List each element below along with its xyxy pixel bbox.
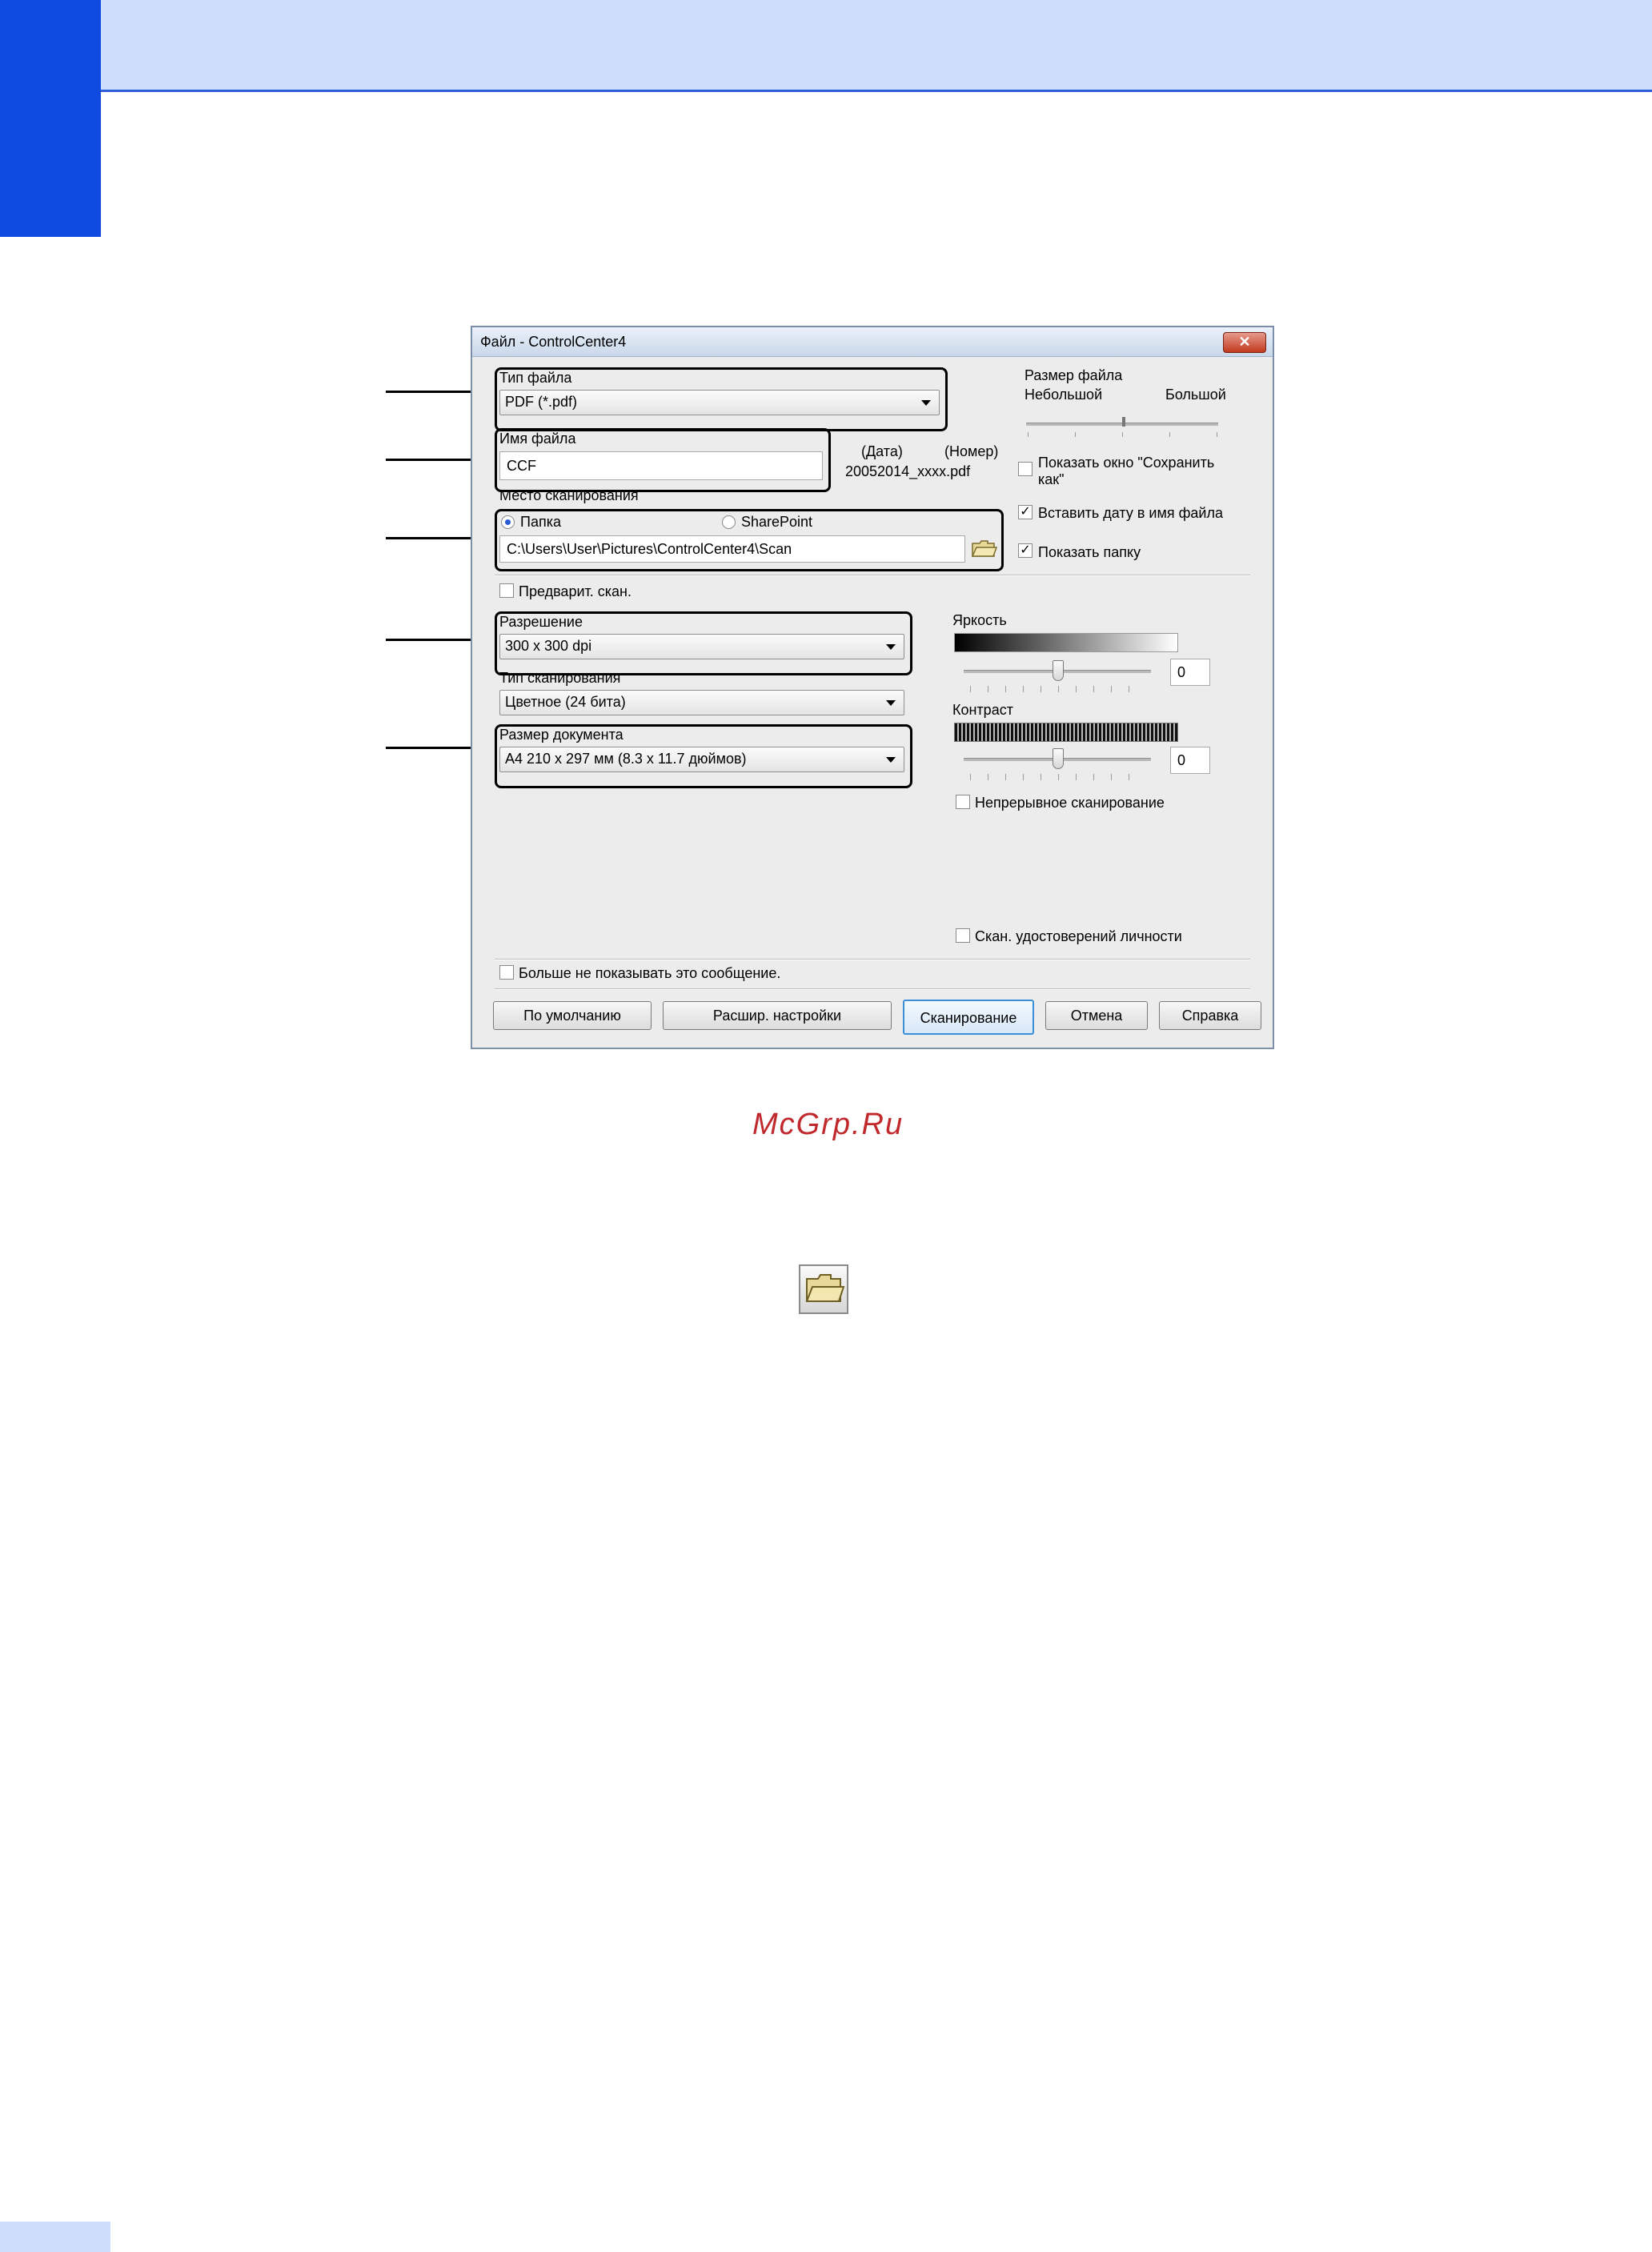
separator-middle <box>495 959 1250 960</box>
folder-icon <box>800 1266 847 1312</box>
file-size-label: Размер файла <box>1024 367 1123 383</box>
show-save-as-label-1: Показать окно "Сохранить <box>1038 455 1215 471</box>
file-type-label: Тип файла <box>499 370 572 386</box>
show-save-as-checkbox[interactable] <box>1018 462 1032 476</box>
prescan-checkbox[interactable] <box>499 583 514 598</box>
id-card-scan-label: Скан. удостоверений личности <box>975 928 1182 944</box>
separator-top <box>495 575 1250 576</box>
dialog-title: Файл - ControlCenter4 <box>480 334 627 350</box>
scan-location-label: Место сканирования <box>499 487 639 503</box>
folder-radio-label: Папка <box>520 514 561 530</box>
prescan-label: Предварит. скан. <box>519 583 632 599</box>
chapter-tab <box>0 0 101 237</box>
contrast-slider-thumb[interactable] <box>1053 748 1064 769</box>
contrast-input[interactable]: 0 <box>1170 747 1210 774</box>
page-footer-tab <box>0 2222 110 2252</box>
chevron-down-icon <box>921 400 931 406</box>
chevron-down-icon <box>886 700 896 706</box>
file-size-ticks <box>1028 432 1220 437</box>
file-size-large-label: Большой <box>1165 387 1226 403</box>
file-name-example: 20052014_xxxx.pdf <box>845 463 971 479</box>
folder-icon <box>970 537 997 561</box>
document-size-label: Размер документа <box>499 727 624 743</box>
controlcenter4-file-dialog <box>471 326 1274 1049</box>
cancel-button[interactable]: Отмена <box>1045 1001 1148 1030</box>
chevron-down-icon <box>886 644 896 650</box>
chevron-down-icon <box>886 757 896 763</box>
scan-type-value: Цветное (24 бита) <box>505 694 626 710</box>
scan-button[interactable]: Сканирование <box>903 1000 1034 1035</box>
file-size-small-label: Небольшой <box>1024 387 1103 403</box>
close-button[interactable]: ✕ <box>1223 332 1266 353</box>
document-size-select[interactable] <box>499 747 904 772</box>
browse-folder-button[interactable] <box>970 537 997 561</box>
show-folder-label: Показать папку <box>1038 544 1141 560</box>
brightness-ticks <box>970 686 1146 692</box>
date-caption: (Дата) <box>861 443 903 459</box>
default-settings-button[interactable]: По умолчанию <box>493 1001 652 1030</box>
file-size-slider-thumb[interactable] <box>1122 417 1125 427</box>
dont-show-again-checkbox[interactable] <box>499 965 514 980</box>
file-type-select[interactable] <box>499 390 940 415</box>
brightness-label: Яркость <box>952 612 1007 628</box>
sharepoint-radio-label: SharePoint <box>741 514 813 530</box>
file-name-label: Имя файла <box>499 431 576 447</box>
continuous-scan-label: Непрерывное сканирование <box>975 795 1165 811</box>
document-size-value: A4 210 x 297 мм (8.3 x 11.7 дюймов) <box>505 751 747 767</box>
contrast-ticks <box>970 774 1146 780</box>
show-save-as-label-2: как" <box>1038 471 1065 487</box>
help-button[interactable]: Справка <box>1159 1001 1261 1030</box>
file-name-input[interactable]: CCF <box>499 451 823 480</box>
folder-radio[interactable] <box>501 515 515 529</box>
contrast-label: Контраст <box>952 702 1013 718</box>
resolution-value: 300 x 300 dpi <box>505 638 592 654</box>
id-card-scan-checkbox[interactable] <box>956 928 970 943</box>
file-type-value: PDF (*.pdf) <box>505 394 578 410</box>
scan-type-select[interactable] <box>499 690 904 715</box>
scan-type-label: Тип сканирования <box>499 670 621 686</box>
page-header-band <box>0 0 1652 92</box>
title-bar[interactable] <box>472 327 1273 357</box>
continuous-scan-checkbox[interactable] <box>956 795 970 809</box>
insert-date-checkbox[interactable]: ✓ <box>1018 505 1032 519</box>
watermark: McGrp.Ru <box>752 1108 904 1141</box>
resolution-select[interactable] <box>499 634 904 659</box>
separator-bottom <box>495 988 1250 990</box>
dont-show-again-label: Больше не показывать это сообщение. <box>519 965 781 981</box>
contrast-pattern <box>954 723 1178 742</box>
brightness-slider-thumb[interactable] <box>1053 660 1064 681</box>
folder-button-illustration <box>799 1264 848 1314</box>
show-folder-checkbox[interactable]: ✓ <box>1018 543 1032 558</box>
number-caption: (Номер) <box>944 443 999 459</box>
resolution-label: Разрешение <box>499 614 583 630</box>
brightness-gradient <box>954 633 1178 652</box>
brightness-input[interactable]: 0 <box>1170 659 1210 686</box>
insert-date-label: Вставить дату в имя файла <box>1038 505 1223 521</box>
sharepoint-radio[interactable] <box>722 515 736 529</box>
scan-path-input[interactable]: C:\Users\User\Pictures\ControlCenter4\Scan <box>499 535 965 563</box>
advanced-settings-button[interactable]: Расшир. настройки <box>663 1001 892 1030</box>
